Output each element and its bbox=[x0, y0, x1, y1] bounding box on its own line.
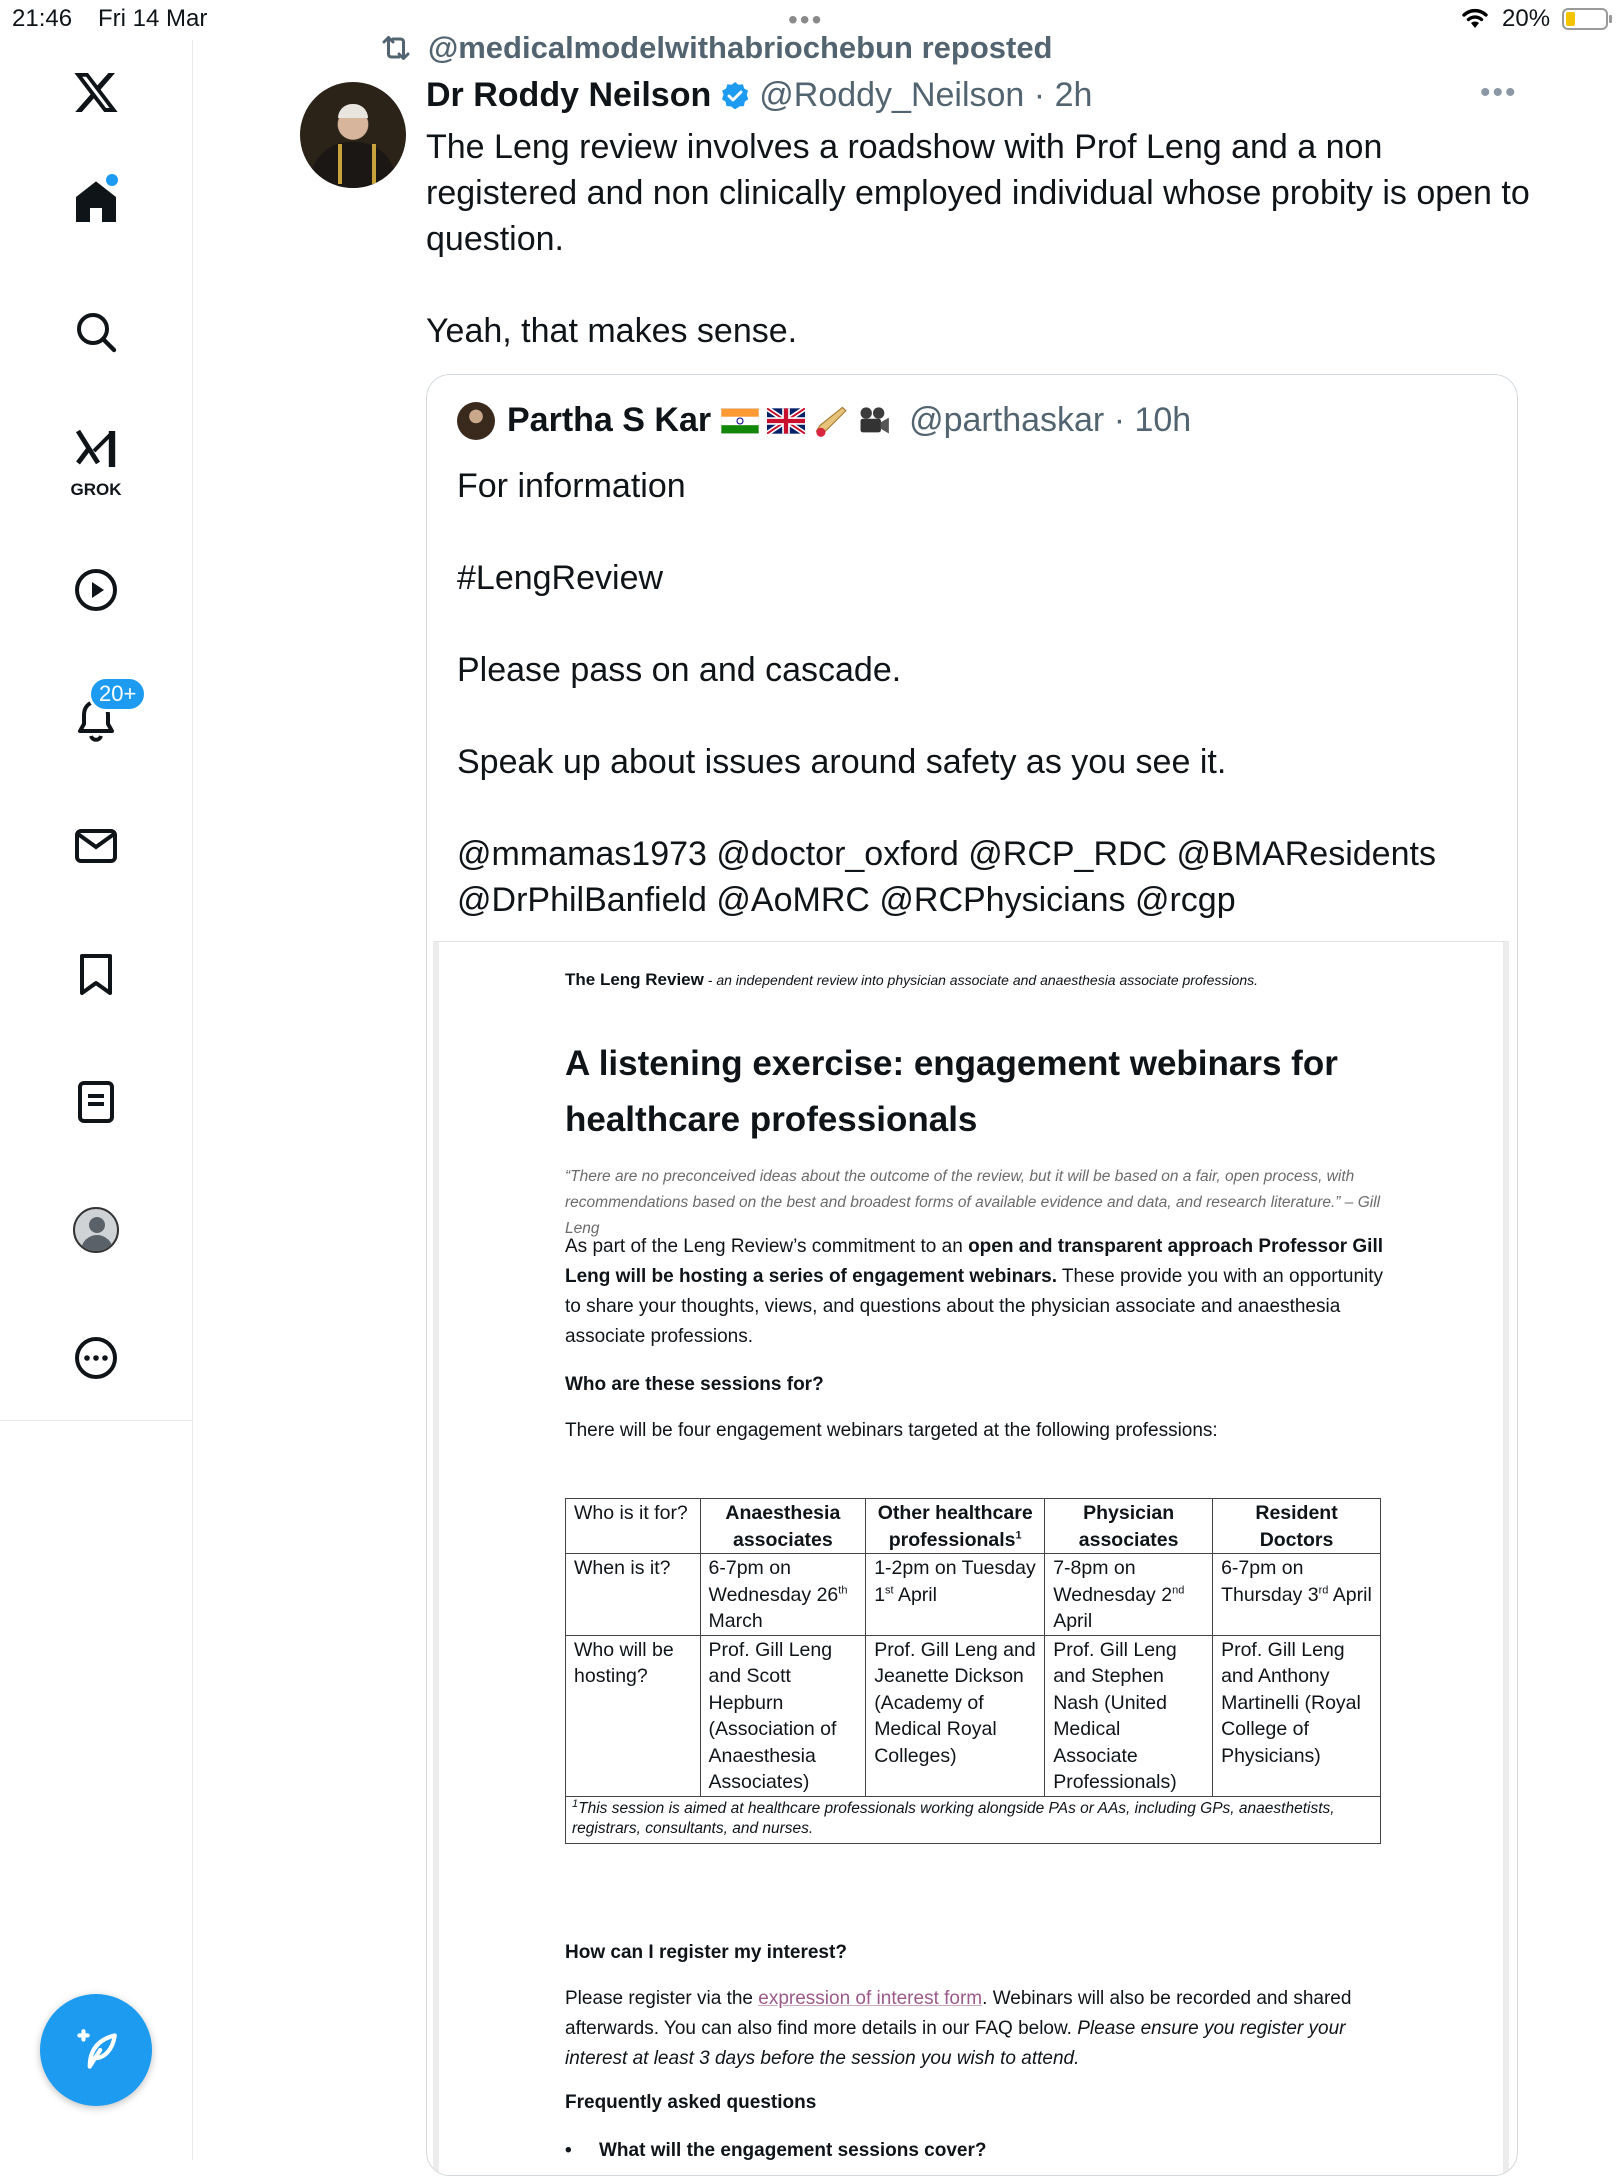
repost-indicator[interactable] bbox=[378, 30, 1053, 66]
quote-line: Please pass on and cascade. bbox=[457, 651, 902, 689]
doc-faq-bullet: • What will the engagement sessions cover? bbox=[599, 2140, 987, 2162]
nav-lists[interactable] bbox=[60, 1066, 132, 1138]
author-handle[interactable]: @Roddy_Neilson bbox=[759, 76, 1025, 114]
multitask-dots-icon[interactable]: ••• bbox=[788, 4, 824, 35]
nav-messages[interactable] bbox=[60, 810, 132, 882]
search-icon bbox=[72, 308, 120, 356]
author-name[interactable]: Dr Roddy Neilson bbox=[426, 76, 712, 114]
quote-author-handle[interactable]: @parthaskar bbox=[909, 401, 1105, 439]
repost-icon bbox=[378, 30, 414, 66]
nav-home[interactable] bbox=[60, 166, 132, 238]
sessions-table bbox=[565, 1498, 1381, 1844]
status-time: 21:46 bbox=[12, 5, 73, 32]
quote-line: For information bbox=[457, 467, 686, 505]
x-logo-icon[interactable] bbox=[60, 56, 132, 128]
cricket-icon bbox=[813, 404, 847, 438]
doc-quote: “There are no preconceived ideas about the outcome of the review, but it will be based on a fair, open process, with recommendations based on the best and broadest forms of available evidence and data, and research literature.” – Gill Leng bbox=[565, 1168, 1381, 1237]
compose-icon bbox=[71, 2025, 121, 2075]
doc-register-heading: How can I register my interest? bbox=[565, 1942, 847, 1963]
movie-camera-icon bbox=[855, 404, 891, 438]
post-time[interactable]: 2h bbox=[1054, 76, 1093, 114]
doc-register-part: Please register via the bbox=[565, 1988, 759, 2009]
repost-text: @medicalmodelwithabriochebun reposted bbox=[428, 30, 1053, 65]
quote-text bbox=[457, 463, 1497, 923]
doc-header-title: The Leng Review bbox=[565, 970, 704, 989]
battery-percent: 20% bbox=[1502, 5, 1551, 32]
table-cell: Prof. Gill Leng and Anthony Martinelli (Royal College of Physicians) bbox=[1213, 1635, 1381, 1796]
nav-search[interactable] bbox=[60, 296, 132, 368]
notifications-badge: 20+ bbox=[88, 676, 147, 712]
nav-notifications[interactable] bbox=[60, 681, 137, 756]
compose-button[interactable] bbox=[40, 1994, 152, 2106]
battery-icon bbox=[1562, 8, 1608, 30]
doc-intro bbox=[565, 1232, 1385, 1352]
table-cell: Prof. Gill Leng and Scott Hepburn (Association of Anaesthesia Associates) bbox=[700, 1635, 866, 1796]
quoted-post[interactable] bbox=[426, 374, 1518, 2176]
wifi-icon bbox=[1460, 6, 1490, 37]
india-flag-icon bbox=[721, 408, 759, 434]
doc-title: A listening exercise: engagement webinars for healthcare professionals bbox=[565, 1044, 1338, 1139]
doc-intro-text: These provide you with an opportunity to share your thoughts, views, and questions about the physician associate and anaesthesia associate professions. bbox=[565, 1266, 1384, 1347]
sidebar bbox=[0, 40, 193, 2160]
sidebar-divider bbox=[0, 1420, 192, 1421]
nav-video[interactable] bbox=[60, 554, 132, 626]
table-header: Other healthcare professionals$^1$ bbox=[866, 1499, 1045, 1554]
table-footnote: $^1$This session is aimed at healthcare professionals working alongside PAs or AAs, including GPs, anaesthetists, registrars, consultants, and nurses. bbox=[566, 1796, 1381, 1843]
separator-dot: · bbox=[1104, 401, 1135, 439]
table-cell: 6-7pm on Thursday 3rd April bbox=[1213, 1554, 1381, 1636]
attached-document-image[interactable] bbox=[433, 941, 1509, 2176]
post-text bbox=[426, 124, 1536, 354]
author-emoji-group bbox=[721, 404, 899, 438]
lists-icon bbox=[72, 1078, 120, 1126]
doc-intro-text: As part of the Leng Review’s commitment to an bbox=[565, 1236, 969, 1257]
table-row bbox=[566, 1796, 1381, 1843]
table-cell: 6-7pm on Wednesday 26th March bbox=[700, 1554, 866, 1636]
table-cell: 1-2pm on Tuesday 1st April bbox=[866, 1554, 1045, 1636]
doc-register-text bbox=[565, 1984, 1385, 2074]
quote-time[interactable]: 10h bbox=[1134, 401, 1192, 439]
doc-register-italic: Please ensure you register your interest at least 3 days before the session you wish to attend. bbox=[565, 2018, 1346, 2069]
table-row bbox=[566, 1635, 1381, 1796]
doc-who-text: There will be four engagement webinars targeted at the following professions: bbox=[565, 1420, 1218, 1441]
table-cell: Prof. Gill Leng and Jeanette Dickson (Academy of Medical Royal Colleges) bbox=[866, 1635, 1045, 1796]
table-corner: Who is it for? bbox=[566, 1499, 701, 1554]
doc-faq-heading: Frequently asked questions bbox=[565, 2092, 817, 2113]
doc-register-part: . Webinars will also be recorded and shared afterwards. You can also find more details in our FAQ below. bbox=[565, 1988, 1352, 2039]
post-text-paragraph: The Leng review involves a roadshow with Prof Leng and a non registered and non clinically employed individual whose probity is open to question. bbox=[426, 128, 1530, 258]
quote-mentions[interactable]: @mmamas1973 @doctor_oxford @RCP_RDC @BMAResidents @DrPhilBanfield @AoMRC @RCPhysicians @rcgp bbox=[457, 835, 1436, 919]
quote-hashtag[interactable]: #LengReview bbox=[457, 559, 664, 597]
mail-icon bbox=[72, 822, 120, 870]
status-date: Fri 14 Mar bbox=[98, 5, 208, 32]
bookmark-icon bbox=[72, 950, 120, 998]
table-header: Anaesthesia associates bbox=[700, 1499, 866, 1554]
doc-intro-bold: open and transparent approach Professor Gill Leng will be hosting a series of engagement webinars. bbox=[565, 1236, 1383, 1287]
nav-more[interactable] bbox=[60, 1322, 132, 1394]
grok-label: GROK bbox=[70, 480, 122, 499]
uk-flag-icon bbox=[767, 408, 805, 434]
author-avatar[interactable] bbox=[300, 82, 406, 188]
verified-badge-icon bbox=[719, 80, 751, 112]
table-cell: 7-8pm on Wednesday 2nd April bbox=[1045, 1554, 1213, 1636]
post-author-line bbox=[426, 76, 1092, 115]
table-row bbox=[566, 1554, 1381, 1636]
quote-author-avatar[interactable] bbox=[457, 402, 495, 440]
expression-of-interest-link[interactable]: expression of interest form bbox=[758, 1988, 983, 2009]
nav-grok[interactable] bbox=[60, 422, 132, 499]
table-header: Physician associates bbox=[1045, 1499, 1213, 1554]
table-row bbox=[566, 1499, 1381, 1554]
doc-header-subtitle: - an independent review into physician associate and anaesthesia associate professions. bbox=[703, 972, 1258, 988]
nav-bookmarks[interactable] bbox=[60, 938, 132, 1010]
doc-who-heading: Who are these sessions for? bbox=[565, 1374, 824, 1395]
grok-icon bbox=[72, 425, 120, 473]
doc-header bbox=[565, 970, 1258, 990]
quote-author-line bbox=[457, 401, 1191, 440]
quote-author-name[interactable]: Partha S Kar bbox=[507, 401, 712, 439]
table-row-label: Who will be hosting? bbox=[566, 1635, 701, 1796]
post-more-icon[interactable]: ••• bbox=[1480, 76, 1518, 109]
separator-dot: · bbox=[1024, 76, 1055, 114]
post-text-paragraph: Yeah, that makes sense. bbox=[426, 312, 798, 350]
nav-profile[interactable] bbox=[60, 1194, 132, 1266]
quote-line: Speak up about issues around safety as you see it. bbox=[457, 743, 1227, 781]
table-header: Resident Doctors bbox=[1213, 1499, 1381, 1554]
more-icon bbox=[72, 1334, 120, 1382]
profile-icon bbox=[73, 1207, 119, 1253]
table-row-label: When is it? bbox=[566, 1554, 701, 1636]
table-cell: Prof. Gill Leng and Stephen Nash (United Medical Associate Professionals) bbox=[1045, 1635, 1213, 1796]
home-unread-dot bbox=[106, 174, 118, 186]
video-icon bbox=[72, 566, 120, 614]
